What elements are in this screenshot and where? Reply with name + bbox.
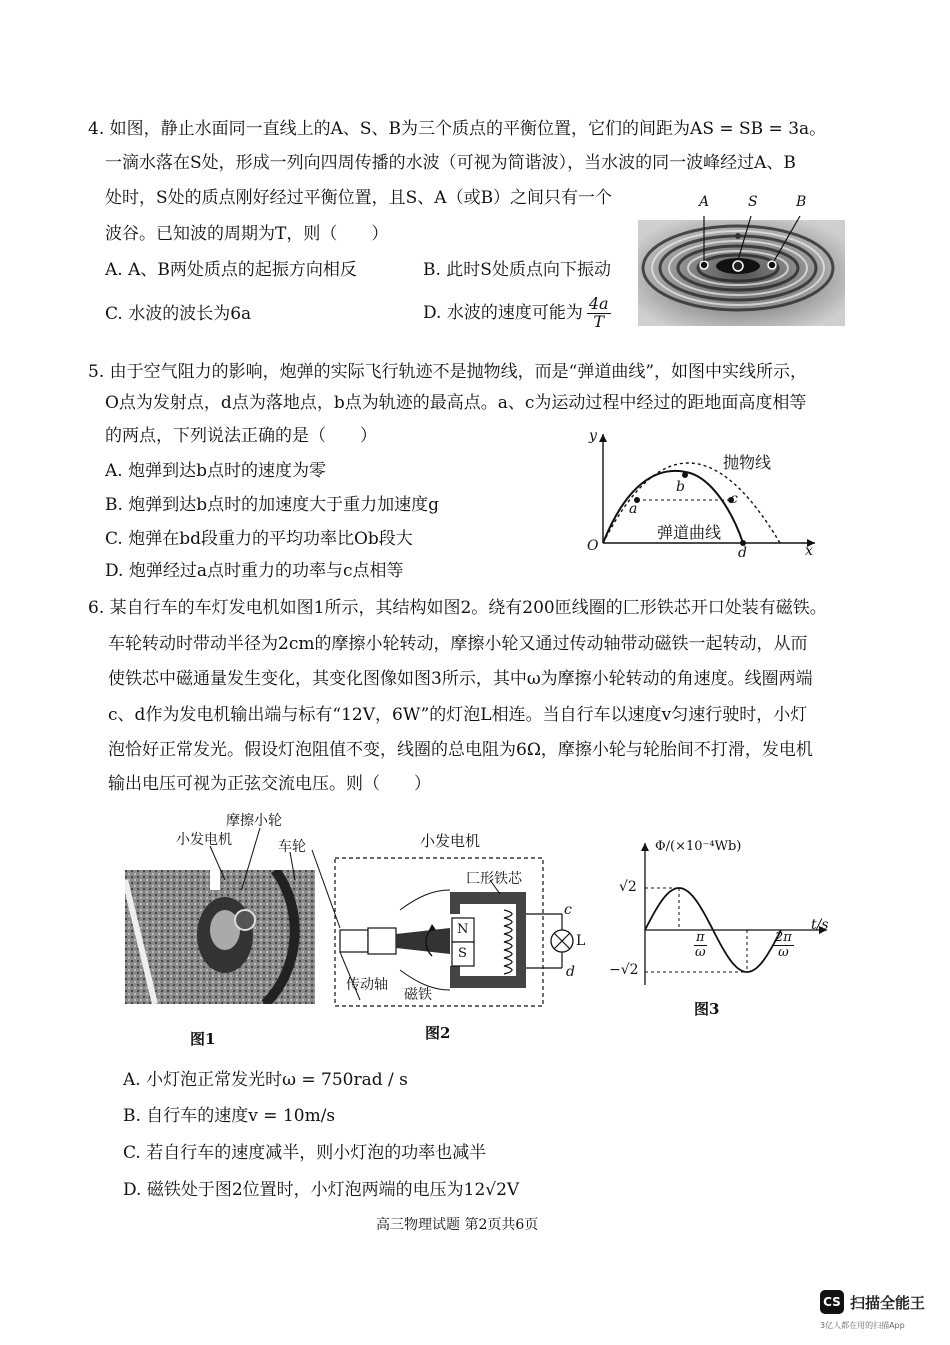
q5-option-b: B. 炮弹到达b点时的加速度大于重力加速度g: [105, 495, 440, 515]
q6-fig2-label-shaft: 传动轴: [346, 977, 388, 993]
q4-figure-label-s: S: [748, 194, 758, 210]
watermark-tagline: 3亿人都在用的扫描App: [820, 1321, 905, 1330]
q6-line2: 车轮转动时带动半径为2cm的摩擦小轮转动，摩擦小轮又通过传动轴带动磁铁一起转动，从而: [108, 634, 808, 654]
q6-line4: c、d作为发电机输出端与标有“12V，6W”的灯泡L相连。当自行车以速度v匀速行驶时，小灯: [108, 705, 808, 725]
q6-fig3-tick-2pi-den: ω: [778, 944, 789, 960]
q6-fig2-caption: 图2: [425, 1024, 451, 1042]
q6-fig3-caption: 图3: [694, 1000, 720, 1018]
q4-option-d-prefix: D. 水波的速度可能为: [423, 303, 583, 324]
q4-line4: 波谷。已知波的周期为T，则（ ）: [105, 224, 389, 244]
q6-fig1-caption: 图1: [190, 1030, 216, 1048]
q5-line2: O点为发射点，d点为落地点，b点为轨迹的最高点。a、c为运动过程中经过的距地面高度相等: [105, 393, 807, 413]
q4-line3: 处时，S处的质点刚好经过平衡位置，且S、A（或B）之间只有一个: [105, 188, 613, 208]
q6-option-a: A. 小灯泡正常发光时ω = 750rad / s: [123, 1070, 408, 1090]
q4-figure-label-b: B: [796, 194, 807, 210]
q6-fig3-tick-pi-den: ω: [694, 944, 706, 960]
q6-fig3-tick-2pi: [773, 931, 794, 959]
q6-line1: 6. 某自行车的车灯发电机如图1所示，其结构如图2。绕有200匝线圈的匚形铁芯开口处装有磁铁。: [88, 598, 827, 618]
q6-fig1-label-wheel: 车轮: [278, 839, 306, 855]
q6-line5: 泡恰好正常发光。假设灯泡阻值不变，线圈的总电阻为6Ω，摩擦小轮与轮胎间不打滑，发电机: [108, 740, 813, 760]
q6-fig2-label-d: d: [566, 964, 575, 980]
watermark-badge: CS: [820, 1290, 844, 1314]
q6-fig2-label-magnet: 磁铁: [404, 987, 432, 1003]
q4-line1: 4. 如图，静止水面同一直线上的A、S、B为三个质点的平衡位置，它们的间距为AS = SB = 3a。: [88, 119, 827, 139]
q5-label-x: x: [805, 543, 813, 559]
q4-option-d-fraction: [587, 296, 611, 331]
q5-trajectory-diagram: [585, 428, 825, 563]
q5-line3: 的两点，下列说法正确的是（ ）: [105, 426, 377, 446]
q4-option-a: A. A、B两处质点的起振方向相反: [105, 260, 357, 280]
q4-water-ripple-figure: [638, 190, 845, 326]
q6-fig3-tick-2pi-num: 2π: [775, 930, 792, 945]
q6-fig2-label-lamp: L: [576, 933, 586, 949]
q6-option-c: C. 若自行车的速度减半，则小灯泡的功率也减半: [123, 1143, 487, 1163]
q6-option-b: B. 自行车的速度v = 10m/s: [123, 1106, 336, 1126]
q6-fig3-tick-pi-num: π: [696, 930, 705, 945]
q5-label-c: c: [730, 491, 738, 507]
q5-label-d: d: [738, 545, 747, 561]
q5-label-parabola: 抛物线: [723, 453, 772, 472]
scanner-watermark: [820, 1290, 940, 1335]
q6-fig3-ymax: √2: [619, 879, 637, 895]
q5-label-b: b: [676, 479, 685, 495]
q6-fig2-label-n: N: [457, 922, 469, 937]
q5-option-a: A. 炮弹到达b点时的速度为零: [105, 461, 326, 481]
q5-label-y: y: [589, 428, 597, 444]
q4-line2: 一滴水落在S处，形成一列向四周传播的水波（可视为简谐波），当水波的同一波峰经过A、B: [105, 153, 796, 173]
q6-fig2-label-core: 匚形铁芯: [466, 871, 522, 887]
q4-option-b: B. 此时S处质点向下振动: [423, 260, 611, 280]
q5-option-d: D. 炮弹经过a点时重力的功率与c点相等: [105, 561, 404, 581]
q4-fraction-denominator: T: [593, 311, 605, 331]
q6-line6: 输出电压可视为正弦交流电压。则（ ）: [108, 774, 431, 794]
q6-fig2-title: 小发电机: [420, 832, 481, 850]
q6-fig1-label-friction-wheel: 摩擦小轮: [226, 813, 282, 829]
q6-figure2-schematic: [300, 850, 590, 1010]
q6-option-d: D. 磁铁处于图2位置时，小灯泡两端的电压为12√2V: [123, 1180, 520, 1200]
q5-option-c: C. 炮弹在bd段重力的平均功率比Ob段大: [105, 529, 413, 549]
q6-figure1-photo: [125, 870, 315, 1004]
q6-fig3-ymin: −√2: [609, 962, 639, 978]
q6-fig3-xlabel: t/s: [811, 917, 829, 933]
q6-fig2-label-s: S: [458, 946, 467, 961]
q5-label-ballistic-curve: 弹道曲线: [657, 523, 722, 542]
q6-line3: 使铁芯中磁通量发生变化，其变化图像如图3所示，其中ω为摩擦小轮转动的角速度。线圈两端: [108, 669, 813, 689]
page-footer: 高三物理试题 第2页共6页: [376, 1217, 539, 1233]
watermark-name: 扫描全能王: [850, 1294, 926, 1312]
q4-fraction-numerator: 4a: [588, 294, 609, 313]
q4-option-d: [423, 296, 611, 331]
q6-fig3-ylabel: Φ/(×10⁻⁴Wb): [655, 839, 742, 854]
q5-label-a: a: [629, 501, 638, 517]
q6-fig1-label-generator: 小发电机: [176, 832, 232, 848]
q4-option-c: C. 水波的波长为6a: [105, 304, 252, 324]
q4-figure-label-a: A: [699, 194, 710, 210]
q6-fig2-label-c: c: [564, 902, 572, 918]
q6-figure3-flux-graph: [605, 835, 835, 995]
q5-line1: 5. 由于空气阻力的影响，炮弹的实际飞行轨迹不是抛物线，而是“弹道曲线”，如图中实线所示，: [88, 362, 808, 382]
q6-fig3-tick-pi: [694, 931, 707, 959]
q5-label-o: O: [587, 538, 599, 554]
